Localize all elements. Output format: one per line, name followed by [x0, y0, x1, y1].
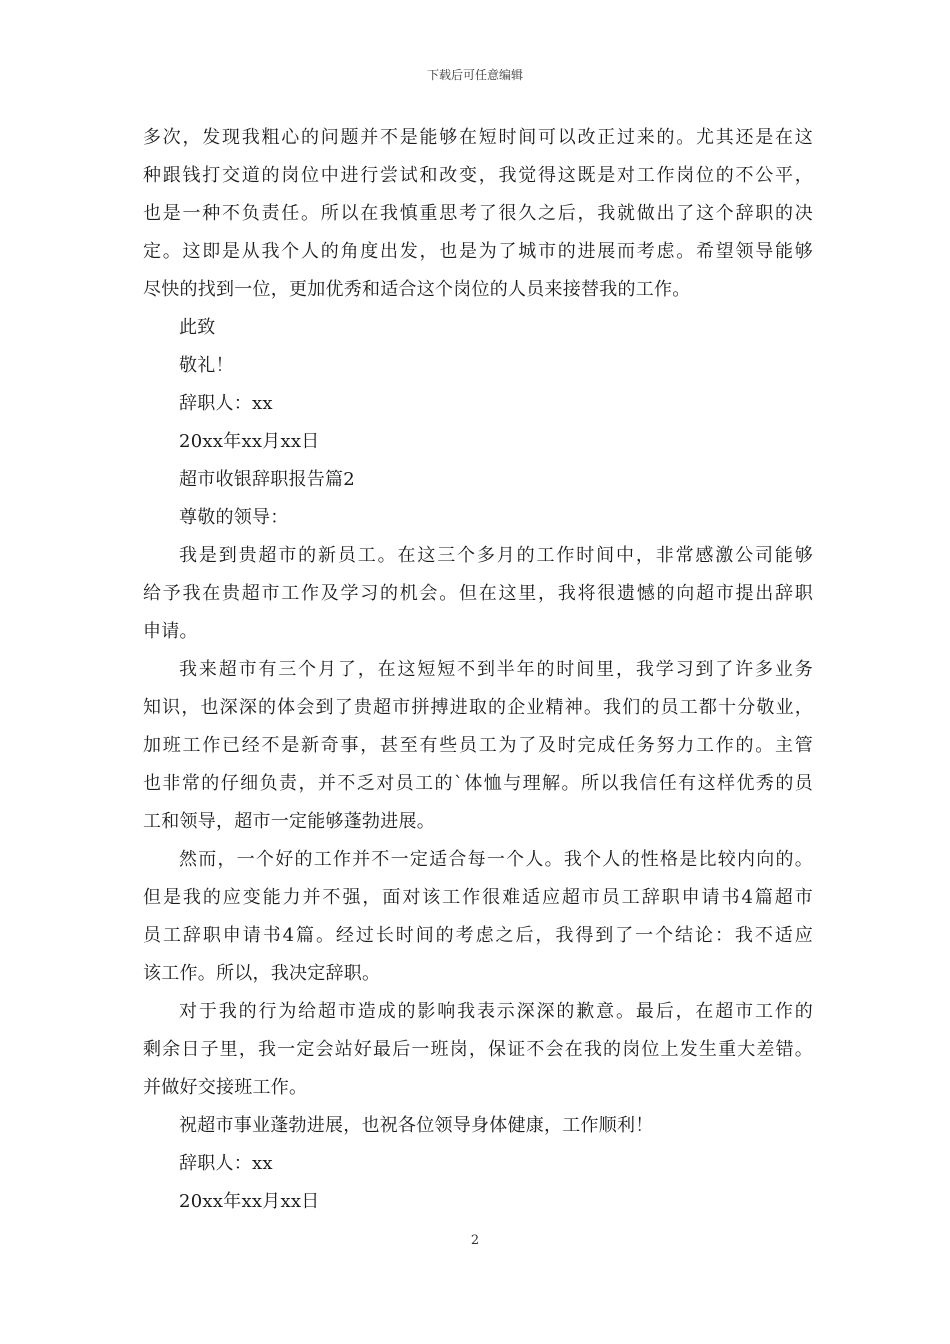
paragraph-line: 剩余日子里，我一定会站好最后一班岗，保证不会在我的岗位上发生重大差错。 [143, 1039, 813, 1060]
paragraph-line: 定。这即是从我个人的角度出发，也是为了城市的进展而考虑。希望领导能够 [143, 241, 813, 262]
greeting: 尊敬的领导： [179, 507, 289, 528]
page-number: 2 [470, 1233, 480, 1248]
paragraph-line: 并做好交接班工作。 [143, 1077, 308, 1098]
paragraph-line: 员工辞职申请书4篇。经过长时间的考虑之后，我得到了一个结论：我不适应 [143, 925, 813, 946]
paragraph-line: 种跟钱打交道的岗位中进行尝试和改变，我觉得这既是对工作岗位的不公平， [143, 165, 813, 186]
paragraph-line: 多次，发现我粗心的问题并不是能够在短时间可以改正过来的。尤其还是在这 [143, 127, 813, 148]
paragraph-line: 工和领导，超市一定能够蓬勃进展。 [143, 811, 435, 832]
paragraph-line: 该工作。所以，我决定辞职。 [143, 963, 381, 984]
paragraph-line: 申请。 [143, 621, 198, 642]
paragraph-line: 但是我的应变能力并不强，面对该工作很难适应超市员工辞职申请书4篇超市 [143, 887, 813, 908]
paragraph-line: 尽快的找到一位，更加优秀和适合这个岗位的人员来接替我的工作。 [143, 279, 691, 300]
paragraph-line: 加班工作已经不是新奇事，甚至有些员工为了及时完成任务努力工作的。主管 [143, 735, 813, 756]
closing-salutation: 此致 [179, 317, 216, 338]
paragraph-line: 也非常的仔细负责，并不乏对员工的`体恤与理解。所以我信任有这样优秀的员 [143, 773, 813, 794]
paragraph-line: 对于我的行为给超市造成的影响我表示深深的歉意。最后，在超市工作的 [179, 1001, 813, 1022]
closing-regards: 敬礼！ [179, 355, 234, 376]
paragraph-line: 知识，也深深的体会到了贵超市拼搏进取的企业精神。我们的员工都十分敬业， [143, 697, 813, 718]
document-body [143, 119, 813, 1221]
section-title: 超市收银辞职报告篇2 [179, 469, 355, 490]
page-header: 下载后可任意编辑 [426, 68, 523, 82]
closing-wish: 祝超市事业蓬勃进展，也祝各位领导身体健康，工作顺利！ [179, 1115, 654, 1136]
paragraph-line: 我来超市有三个月了，在这短短不到半年的时间里，我学习到了许多业务 [179, 659, 813, 680]
paragraph-line: 给予我在贵超市工作及学习的机会。但在这里，我将很遗憾的向超市提出辞职 [143, 583, 813, 604]
paragraph-line: 然而，一个好的工作并不一定适合每一个人。我个人的性格是比较内向的。 [179, 849, 813, 870]
paragraph-line: 我是到贵超市的新员工。在这三个多月的工作时间中，非常感激公司能够 [179, 545, 813, 566]
signature-date: 20xx年xx月xx日 [179, 1191, 320, 1212]
signature-date: 20xx年xx月xx日 [179, 431, 320, 452]
signature-name: 辞职人：xx [179, 393, 273, 414]
signature-name: 辞职人：xx [179, 1153, 273, 1174]
paragraph-line: 也是一种不负责任。所以在我慎重思考了很久之后，我就做出了这个辞职的决 [143, 203, 813, 224]
